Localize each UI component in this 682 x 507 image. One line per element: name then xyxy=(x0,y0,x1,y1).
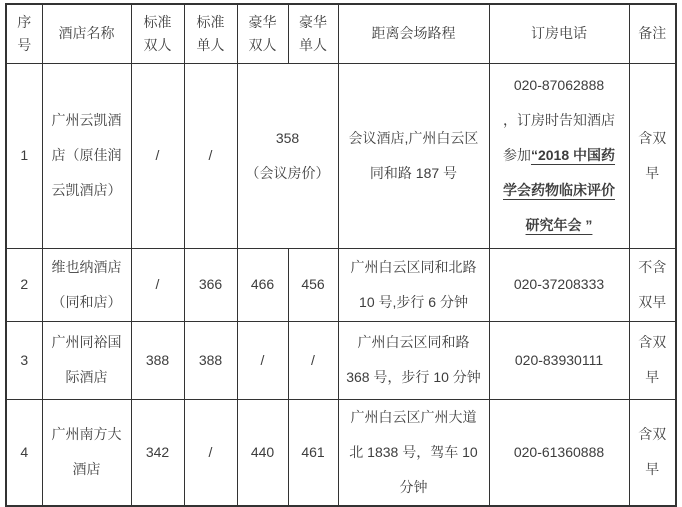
header-standard-double: 标准双人 xyxy=(131,4,184,63)
hotel-name-cell: 广州南方大酒店 xyxy=(42,399,131,506)
header-deluxe-double: 豪华双人 xyxy=(237,4,288,63)
standard-double-cell: / xyxy=(131,63,184,248)
serial-cell: 4 xyxy=(6,399,42,506)
header-standard-single: 标准单人 xyxy=(184,4,237,63)
phone-number: 020-87062888 xyxy=(513,77,605,93)
distance-cell: 广州白云区同和路 368 号，步行 10 分钟 xyxy=(338,321,489,399)
header-serial: 序号 xyxy=(6,4,42,63)
table-row xyxy=(6,399,676,506)
hotel-name-cell: 广州同裕国际酒店 xyxy=(42,321,131,399)
deluxe-double-cell: 440 xyxy=(237,399,288,506)
hotel-name-cell: 维也纳酒店（同和店） xyxy=(42,248,131,321)
table-row xyxy=(6,248,676,321)
standard-double-cell: 342 xyxy=(131,399,184,506)
conference-name-emphasis: “2018 中国药学会药物临床评价研究年会 ” xyxy=(503,147,616,233)
deluxe-single-cell: / xyxy=(288,321,338,399)
deluxe-price-note: （会议房价） xyxy=(245,164,330,181)
deluxe-merged-cell xyxy=(237,63,338,248)
header-deluxe-single: 豪华单人 xyxy=(288,4,338,63)
booking-instruction xyxy=(497,103,622,243)
hotel-name-cell: 广州云凯酒店（原佳润云凯酒店） xyxy=(42,63,131,248)
standard-double-cell: / xyxy=(131,248,184,321)
header-row xyxy=(6,4,676,63)
header-phone: 订房电话 xyxy=(489,4,629,63)
standard-single-cell: 366 xyxy=(184,248,237,321)
note-cell: 含双早 xyxy=(629,399,676,506)
deluxe-single-cell: 461 xyxy=(288,399,338,506)
standard-single-cell: / xyxy=(184,399,237,506)
hotel-table xyxy=(5,3,677,507)
note-cell: 不含双早 xyxy=(629,248,676,321)
deluxe-price: 358 xyxy=(275,129,300,146)
phone-cell: 020-83930111 xyxy=(489,321,629,399)
distance-cell: 广州白云区广州大道北 1838 号，驾车 10 分钟 xyxy=(338,399,489,506)
note-cell: 含双早 xyxy=(629,321,676,399)
booking-note-text: ，订房时告知酒店参加 xyxy=(502,112,615,163)
serial-cell: 2 xyxy=(6,248,42,321)
header-note: 备注 xyxy=(629,4,676,63)
header-hotel-name: 酒店名称 xyxy=(42,4,131,63)
distance-cell: 会议酒店,广州白云区同和路 187 号 xyxy=(338,63,489,248)
deluxe-double-cell: 466 xyxy=(237,248,288,321)
standard-double-cell: 388 xyxy=(131,321,184,399)
distance-cell: 广州白云区同和北路 10 号,步行 6 分钟 xyxy=(338,248,489,321)
phone-cell xyxy=(489,63,629,248)
deluxe-single-cell: 456 xyxy=(288,248,338,321)
table-row xyxy=(6,321,676,399)
standard-single-cell: / xyxy=(184,63,237,248)
deluxe-double-cell: / xyxy=(237,321,288,399)
standard-single-cell: 388 xyxy=(184,321,237,399)
header-distance: 距离会场路程 xyxy=(338,4,489,63)
phone-cell: 020-37208333 xyxy=(489,248,629,321)
note-cell: 含双早 xyxy=(629,63,676,248)
serial-cell: 3 xyxy=(6,321,42,399)
phone-cell: 020-61360888 xyxy=(489,399,629,506)
serial-cell: 1 xyxy=(6,63,42,248)
table-row xyxy=(6,63,676,248)
